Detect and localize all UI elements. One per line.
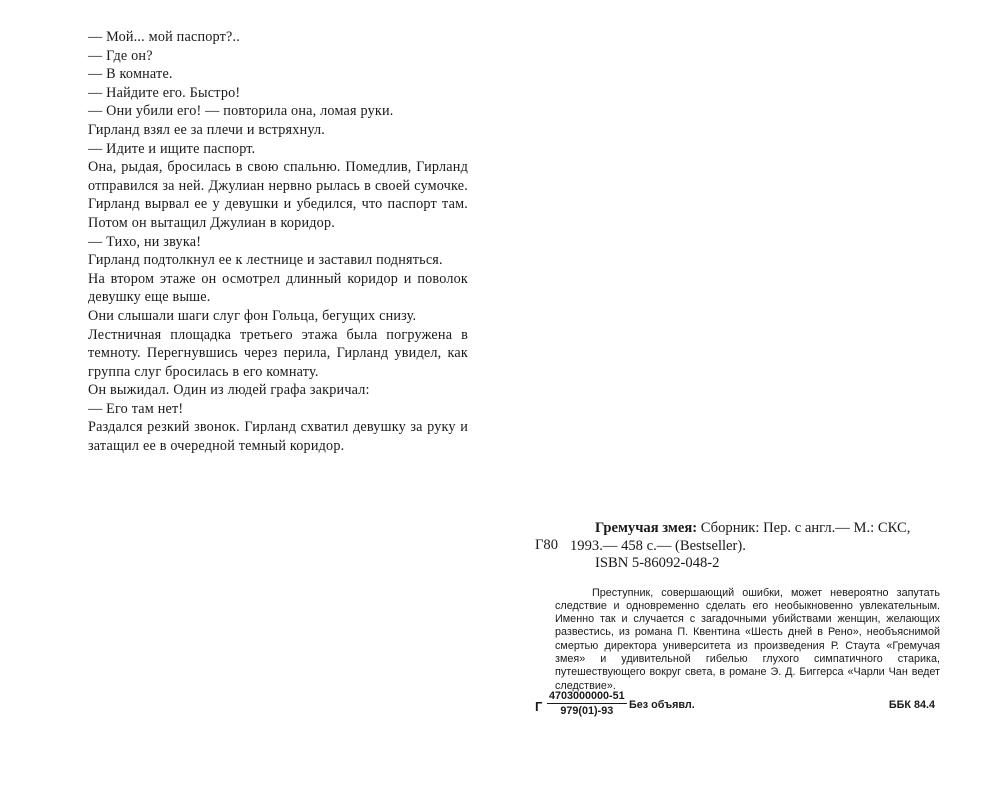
no-ads-note: Без объявл. — [629, 699, 695, 711]
paragraph: Гирланд подтолкнул ее к лестнице и заставил подняться. — [88, 252, 443, 269]
bib-title-line — [535, 520, 950, 538]
paragraph: — Они убили его! — повторила она, ломая руки. — [88, 103, 394, 120]
annotation — [535, 587, 950, 693]
bib-publisher: Сборник: Пер. с англ.— М.: СКС, — [697, 520, 911, 536]
index-fraction — [547, 690, 627, 717]
bib-header — [535, 520, 950, 573]
colophon — [535, 690, 935, 730]
paragraph: — Идите и ищите паспорт. — [88, 140, 256, 157]
paragraph: — Тихо, ни звука! — [88, 233, 202, 250]
paragraph: — Мой... мой паспорт?.. — [88, 29, 241, 45]
catalog-code: Г80 — [535, 537, 559, 553]
left-page-text — [88, 28, 468, 456]
bbk-code: ББК 84.4 — [888, 699, 935, 711]
book-title: Гремучая змея: — [595, 520, 698, 536]
paragraph: Он выжидал. Один из людей графа закричал: — [88, 382, 370, 399]
index-denominator: 979(01)-93 — [560, 705, 614, 717]
index-numerator: 4703000000-51 — [549, 690, 625, 702]
paragraph: На втором этаже он осмотрел длинный коридор и поволок девушку еще выше. — [88, 270, 468, 306]
paragraph: — Его там нет! — [88, 400, 184, 417]
colophon-letter: Г — [535, 699, 543, 714]
annotation-text: Преступник, совершающий ошибки, может невероятно запутать следствие и одновременно сделать его необыкновенно увлекательным. Именно так и случается с загадочными убийствами женщин, желающих развестись, из романа П. Квентина «Шесть дней в Рено», необъяснимой смертью директора университета из произведения Р. Стаута «Гремучая змея» и удивительной гибелью глухого симпатичного старика, путешествующего вокруг света, в романе Э. Д. Биггерса «Чарли Чан ведет следствие». — [555, 586, 940, 692]
paragraph: — Где он? — [88, 47, 153, 64]
paragraph: Она, рыдая, бросилась в свою спальню. Помедлив, Гирланд отправился за ней. Джулиан нервно рылась в своей сумочке. Гирланд вырвал ее у девушки и убедился, что паспорт там. Потом он вытащил Джулиан в коридор. — [88, 159, 468, 231]
bibliographic-record — [535, 520, 950, 693]
paragraph: Они слышали шаги слуг фон Гольца, бегущих снизу. — [88, 307, 417, 324]
paragraph: — В комнате. — [88, 66, 173, 83]
isbn: ISBN 5-86092-048-2 — [595, 555, 720, 571]
paragraph: Лестничная площадка третьего этажа была погружена в темноту. Перегнувшись через перила, Гирланд увидел, как группа слуг бросилась в его комнату. — [88, 326, 468, 380]
paragraph: Раздался резкий звонок. Гирланд схватил девушку за руку и затащил ее в очередной темный коридор. — [88, 419, 468, 455]
bib-year-line: 1993.— 458 с.— (Bestseller). — [570, 537, 746, 554]
paragraph: — Найдите его. Быстро! — [88, 84, 241, 101]
paragraph: Гирланд взял ее за плечи и встряхнул. — [88, 121, 326, 138]
